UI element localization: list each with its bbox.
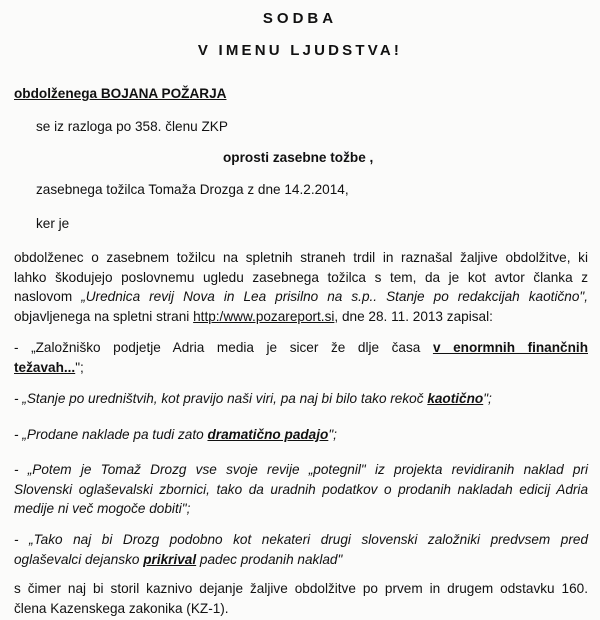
charge-paragraph [14, 248, 588, 326]
website-link[interactable]: http:/www.pozareport.si [193, 308, 335, 324]
quote-row [14, 358, 588, 378]
defendant-line: obdolženega BOJANA POŽARJA [14, 86, 227, 101]
quote-text: - „Stanje po uredništvih, kot pravijo naši viri, pa naj bi bilo tako rekoč [14, 391, 428, 406]
charge-row [14, 307, 588, 327]
verdict-line: oprosti zasebne tožbe , [223, 150, 374, 165]
quote-row: Slovenski oglaševalski zbornici, tako da uradnih podatkov o prodanih nakladah edicij Adria [14, 481, 588, 497]
quote-row [14, 425, 588, 445]
quote-1 [14, 338, 588, 377]
quote-row: - „Tako naj bi Drozg podobno kot nekateri drugi slovenski založniki predvsem pred [14, 532, 588, 547]
quote-4 [14, 460, 588, 519]
charge-row: obdolženec o zasebnem tožilcu na spletnih straneh trdil in raznašal žaljive obdolžitve, ki [14, 250, 588, 265]
quote-emphasis: v enormnih finančnih [432, 340, 588, 355]
charge-text: , dne 28. 11. 2013 zapisal: [334, 308, 493, 324]
quote-row [14, 550, 588, 570]
quote-2 [14, 389, 588, 409]
charge-text: objavljenega na spletni strani [14, 308, 194, 324]
closing-row: člena Kazenskega zakonika (KZ-1). [14, 600, 229, 616]
quote-emphasis: težavah... [14, 359, 76, 375]
quote-text: "; [75, 359, 84, 375]
quote-emphasis: prikrival [143, 551, 197, 567]
quote-row: medije ni več mogoče dobiti"; [14, 501, 191, 516]
quote-text: - „Prodane naklade pa tudi zato [14, 427, 208, 442]
closing-row: s čimer naj bi storil kaznivo dejanje žaljive obdolžitve po prvem in drugem odstavku 160. [14, 581, 588, 596]
quote-row: - „Potem je Tomaž Drozg vse svoje revije „potegnil" iz projekta revidiranih naklad pri [14, 462, 588, 477]
document-title: SODBA [262, 10, 338, 27]
quote-text: "; [328, 427, 337, 442]
quote-row [14, 389, 588, 409]
charge-text: naslovom [14, 289, 82, 304]
plaintiff-line: zasebnega tožilca Tomaža Drozga z dne 14.2.2014, [36, 182, 349, 197]
quote-3 [14, 425, 588, 445]
quote-text: - „Založniško podjetje Adria media je sicer že dlje časa [14, 340, 433, 355]
quote-text: "; [483, 391, 492, 406]
document-subtitle: V IMENU LJUDSTVA! [197, 42, 403, 59]
article-title: „Urednica revij Nova in Lea prisilno na s.p.. Stanje po redakcijah kaotično", [81, 289, 588, 304]
closing-paragraph [14, 579, 588, 618]
charge-row: lahko škodujejo poslovnemu ugledu zasebnega tožilca s tem, da je kot avtor članka z [14, 269, 588, 285]
quote-emphasis: kaotično [427, 391, 484, 406]
quote-text: padec prodanih naklad" [196, 551, 343, 567]
because-line: ker je [36, 216, 70, 231]
quote-text: oglaševalci dejansko [14, 551, 144, 567]
quote-row [14, 338, 588, 358]
quote-5 [14, 530, 588, 569]
legal-basis: se iz razloga po 358. členu ZKP [36, 119, 228, 134]
charge-row [14, 287, 588, 307]
quote-emphasis: dramatično padajo [207, 427, 329, 442]
